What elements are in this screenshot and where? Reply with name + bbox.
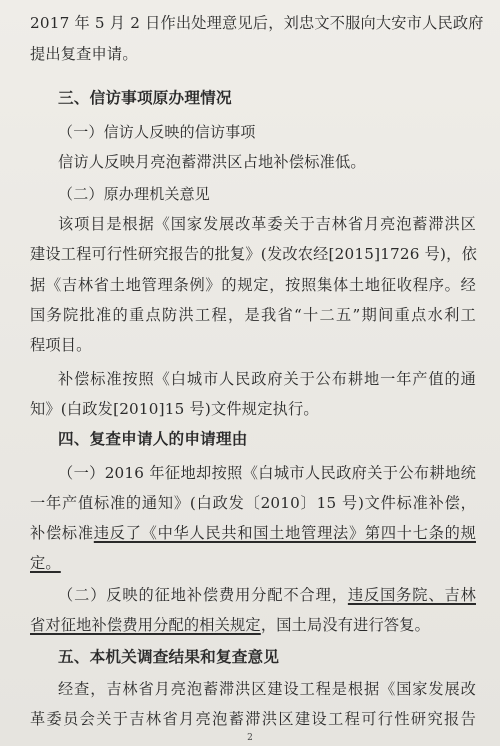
body-text: 补偿标准 <box>30 524 94 542</box>
body-line: 国务院批准的重点防洪工程，是我省“十二五”期间重点水利工 <box>30 306 476 324</box>
page-number: 2 <box>247 733 253 743</box>
body-line: 信访人反映月亮泡蓄滞洪区占地补偿标准低。 <box>58 153 366 171</box>
subsection-heading: （一）信访人反映的信访事项 <box>58 123 256 141</box>
body-line <box>30 526 476 541</box>
section-heading: 五、本机关调查结果和复查意见 <box>58 648 280 666</box>
body-line: 一年产值标准的通知》(白政发〔2010〕15 号)文件标准补偿， <box>30 494 476 512</box>
body-line: 革委员会关于吉林省月亮泡蓄滞洪区建设工程可行性研究报告 <box>30 710 476 728</box>
body-line: 知》(白政发[2010]15 号)文件规定执行。 <box>30 400 319 418</box>
body-line: 该项目是根据《国家发展改革委关于吉林省月亮泡蓄滞洪区 <box>58 215 476 233</box>
body-text: （二）反映的征地补偿费用分配不合理， <box>58 586 348 604</box>
underlined-text: 省对征地补偿费用分配的相关规定 <box>30 616 261 634</box>
section-heading: 三、信访事项原办理情况 <box>58 89 232 107</box>
underlined-text: 违反了《中华人民共和国土地管理法》第四十七条的规 <box>93 524 476 542</box>
body-line: 经查，吉林省月亮泡蓄滞洪区建设工程是根据《国家发展改 <box>58 680 476 698</box>
body-line <box>30 618 476 633</box>
body-line: 据《吉林省土地管理条例》的规定，按照集体土地征收程序。经 <box>30 276 476 294</box>
body-line: 程项目。 <box>30 336 92 354</box>
section-heading: 四、复查申请人的申请理由 <box>58 430 248 448</box>
body-line: 建设工程可行性研究报告的批复》(发改农经[2015]1726 号)，依 <box>30 245 477 263</box>
underlined-text: 违反国务院、吉林 <box>347 586 476 604</box>
body-line: 2017 年 5 月 2 日作出处理意见后，刘忠文不服向大安市人民政府 <box>30 14 484 32</box>
body-line <box>58 588 476 603</box>
body-line: 提出复查申请。 <box>30 45 138 63</box>
subsection-heading: （二）原办理机关意见 <box>58 185 211 203</box>
body-text: ，国土局没有进行答复。 <box>260 616 431 634</box>
body-line <box>30 556 476 571</box>
body-line: 补偿标准按照《白城市人民政府关于公布耕地一年产值的通 <box>58 370 476 388</box>
body-line: （一）2016 年征地却按照《白城市人民政府关于公布耕地统 <box>58 464 476 482</box>
underlined-text: 定。 <box>30 554 61 572</box>
